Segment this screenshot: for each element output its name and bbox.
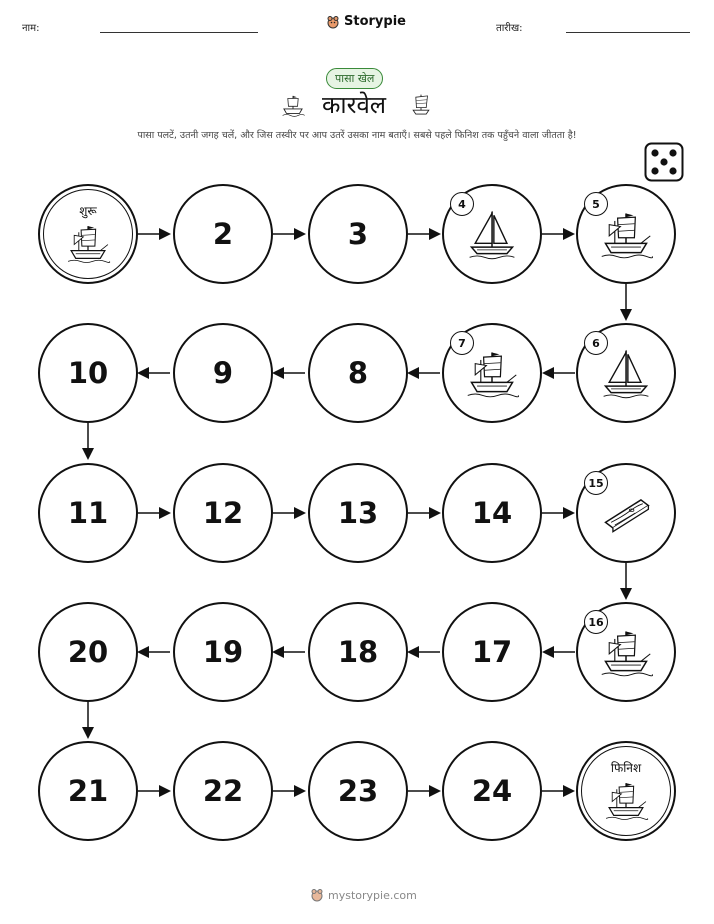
cell-number: 3 bbox=[347, 217, 369, 251]
board-cell-23[interactable] bbox=[308, 741, 408, 841]
start-label: शुरू bbox=[79, 204, 97, 218]
date-line[interactable] bbox=[566, 32, 690, 33]
cell-number: 10 bbox=[67, 356, 109, 390]
caravel-ship-icon bbox=[464, 345, 520, 401]
board-cell-18[interactable] bbox=[308, 602, 408, 702]
cell-number: 9 bbox=[212, 356, 234, 390]
board-cell-16[interactable] bbox=[576, 602, 676, 702]
board-cell-22[interactable] bbox=[173, 741, 273, 841]
caravel-ship-icon bbox=[65, 220, 111, 266]
finish-cell[interactable] bbox=[576, 741, 676, 841]
board-cell-19[interactable] bbox=[173, 602, 273, 702]
caravel-ship-icon bbox=[603, 777, 649, 823]
cell-number: 20 bbox=[67, 635, 109, 669]
page-title: कारवेल bbox=[322, 91, 387, 119]
cell-number: 11 bbox=[67, 496, 109, 530]
storypie-logo-icon bbox=[310, 888, 324, 902]
caravel-ship-icon bbox=[598, 624, 654, 680]
storypie-logo-icon bbox=[326, 15, 340, 29]
cell-number: 23 bbox=[337, 774, 379, 808]
board-cell-20[interactable] bbox=[38, 602, 138, 702]
board-cell-12[interactable] bbox=[173, 463, 273, 563]
caravel-ship-icon bbox=[408, 92, 434, 118]
board-cell-10[interactable] bbox=[38, 323, 138, 423]
board-cell-14[interactable] bbox=[442, 463, 542, 563]
cell-number-badge: 5 bbox=[584, 192, 608, 216]
cell-number: 8 bbox=[347, 356, 369, 390]
board-cell-6[interactable] bbox=[576, 323, 676, 423]
cell-number: 14 bbox=[471, 496, 513, 530]
cell-number: 22 bbox=[202, 774, 244, 808]
cell-number-badge: 16 bbox=[584, 610, 608, 634]
name-label: नाम: bbox=[22, 23, 40, 34]
wooden-plank-icon bbox=[598, 485, 654, 541]
cell-number-badge: 6 bbox=[584, 331, 608, 355]
board-cell-15[interactable] bbox=[576, 463, 676, 563]
name-line[interactable] bbox=[100, 32, 258, 33]
cell-number: 19 bbox=[202, 635, 244, 669]
cell-number: 24 bbox=[471, 774, 513, 808]
cell-number: 17 bbox=[471, 635, 513, 669]
board-cell-7[interactable] bbox=[442, 323, 542, 423]
start-cell[interactable] bbox=[38, 184, 138, 284]
cell-number-badge: 15 bbox=[584, 471, 608, 495]
instructions: पासा पलटें, उतनी जगह चलें, और जिस तस्वीर पर आप उतरें उसका नाम बताएँ। सबसे पहले फिनिश तक पहुँचने वाला जीतता है! bbox=[137, 130, 577, 141]
footer bbox=[310, 888, 417, 902]
board-cell-8[interactable] bbox=[308, 323, 408, 423]
board-cell-11[interactable] bbox=[38, 463, 138, 563]
sailboat-icon bbox=[598, 345, 654, 401]
board-cell-9[interactable] bbox=[173, 323, 273, 423]
board-cell-3[interactable] bbox=[308, 184, 408, 284]
cell-number-badge: 7 bbox=[450, 331, 474, 355]
brand-name: Storypie bbox=[344, 14, 406, 29]
board-cell-13[interactable] bbox=[308, 463, 408, 563]
board-cell-24[interactable] bbox=[442, 741, 542, 841]
finish-label: फिनिश bbox=[610, 761, 642, 775]
cell-number: 13 bbox=[337, 496, 379, 530]
board-cell-2[interactable] bbox=[173, 184, 273, 284]
cell-number-badge: 4 bbox=[450, 192, 474, 216]
board-cell-4[interactable] bbox=[442, 184, 542, 284]
sailboat-icon bbox=[464, 206, 520, 262]
caravel-ship-icon bbox=[598, 206, 654, 262]
board-cell-21[interactable] bbox=[38, 741, 138, 841]
board-cell-5[interactable] bbox=[576, 184, 676, 284]
caravel-ship-icon bbox=[280, 92, 306, 118]
game-tag: पासा खेल bbox=[326, 68, 383, 89]
date-label: तारीख: bbox=[496, 23, 523, 34]
cell-number: 2 bbox=[212, 217, 234, 251]
cell-number: 18 bbox=[337, 635, 379, 669]
brand bbox=[326, 14, 406, 29]
dice-five-icon[interactable] bbox=[644, 142, 684, 182]
board-cell-17[interactable] bbox=[442, 602, 542, 702]
cell-number: 12 bbox=[202, 496, 244, 530]
cell-number: 21 bbox=[67, 774, 109, 808]
footer-site[interactable]: mystorypie.com bbox=[328, 888, 417, 902]
